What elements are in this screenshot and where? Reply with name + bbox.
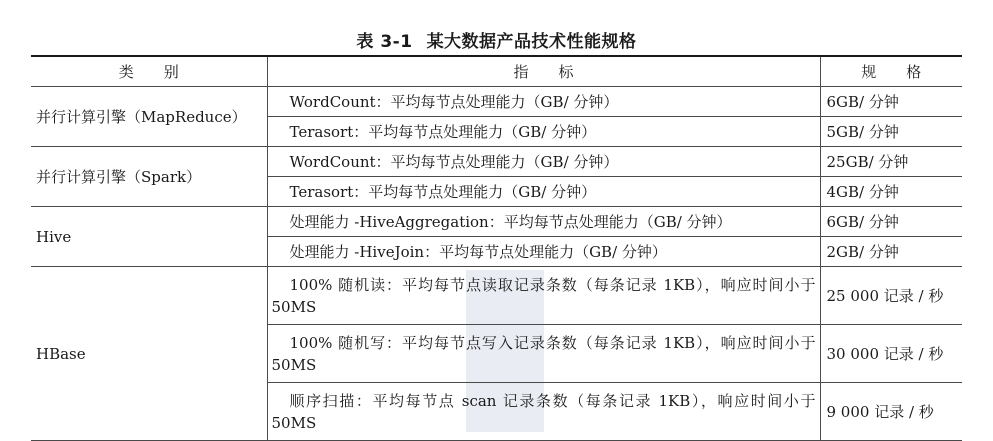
spec-cell: 25 000 记录 / 秒 [820,267,962,325]
spec-cell: 30 000 记录 / 秒 [820,325,962,383]
indicator-cell: WordCount：平均每节点处理能力（GB/ 分钟） [267,87,820,117]
category-cell: Hive [31,207,267,267]
table-row [31,147,962,177]
table-number: 表 3-1 [356,32,413,52]
indicator-cell: 处理能力 -HiveAggregation：平均每节点处理能力（GB/ 分钟） [267,207,820,237]
header-category: 类 别 [31,56,267,87]
spec-cell: 6GB/ 分钟 [820,87,962,117]
header-indicator: 指 标 [267,56,820,87]
spec-cell: 5GB/ 分钟 [820,117,962,147]
header-spec: 规 格 [820,56,962,87]
spec-table [31,55,962,441]
table-row [31,207,962,237]
category-cell: 并行计算引擎（Spark） [31,147,267,207]
indicator-cell: WordCount：平均每节点处理能力（GB/ 分钟） [267,147,820,177]
spec-cell: 25GB/ 分钟 [820,147,962,177]
indicator-cell: 100% 随机写：平均每节点写入记录条数（每条记录 1KB），响应时间小于 50MS [267,325,820,383]
spec-cell: 2GB/ 分钟 [820,237,962,267]
category-cell: HBase [31,267,267,441]
spec-cell: 6GB/ 分钟 [820,207,962,237]
header-row [31,56,962,87]
spec-cell: 9 000 记录 / 秒 [820,383,962,441]
table-caption [0,27,993,52]
indicator-cell: Terasort：平均每节点处理能力（GB/ 分钟） [267,117,820,147]
table-row [31,87,962,117]
indicator-cell: 100% 随机读：平均每节点读取记录条数（每条记录 1KB），响应时间小于 50MS [267,267,820,325]
category-cell: 并行计算引擎（MapReduce） [31,87,267,147]
table-row [31,267,962,325]
spec-cell: 4GB/ 分钟 [820,177,962,207]
indicator-cell: Terasort：平均每节点处理能力（GB/ 分钟） [267,177,820,207]
table-title: 某大数据产品技术性能规格 [426,32,637,52]
indicator-cell: 顺序扫描：平均每节点 scan 记录条数（每条记录 1KB），响应时间小于 50MS [267,383,820,441]
indicator-cell: 处理能力 -HiveJoin：平均每节点处理能力（GB/ 分钟） [267,237,820,267]
